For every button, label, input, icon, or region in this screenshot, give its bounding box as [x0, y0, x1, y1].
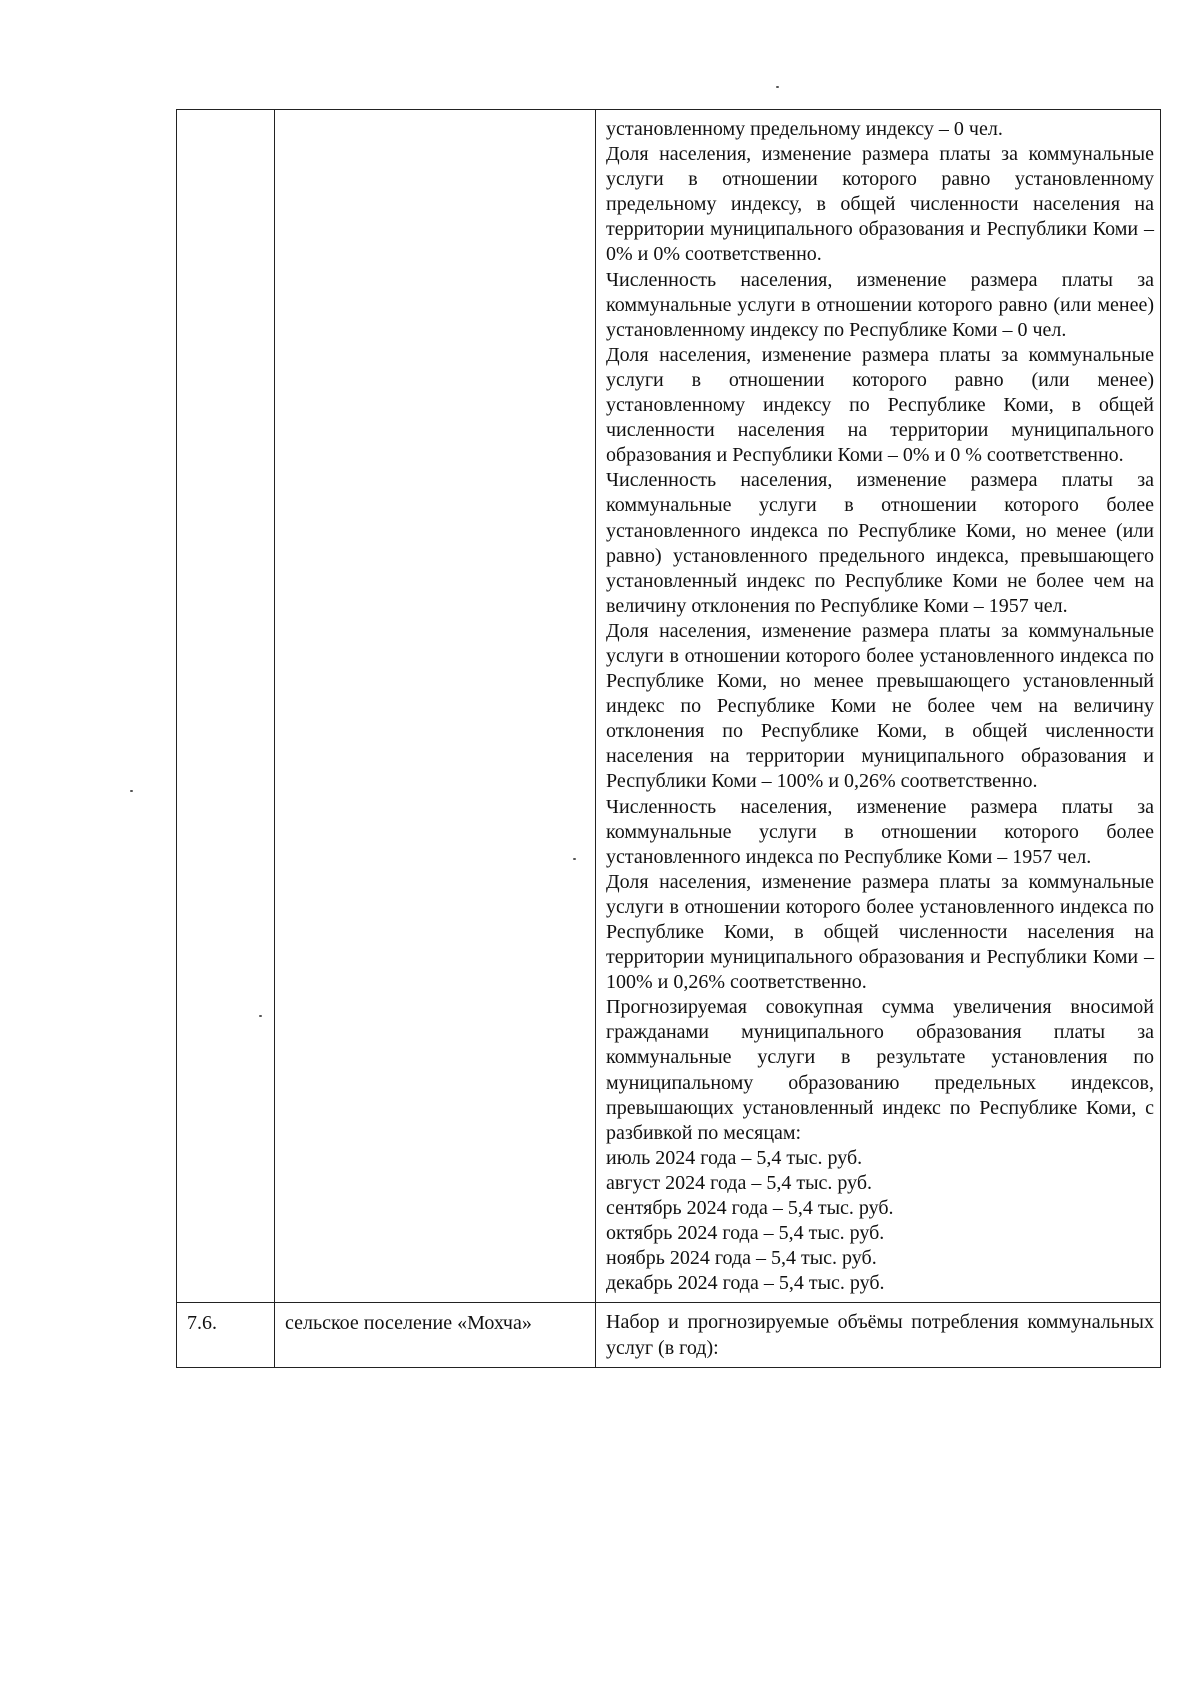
cell-name-empty	[275, 110, 596, 1303]
paragraph: Доля населения, изменение размера платы за коммунальные услуги в отношении которого равно установленному предельному индексу, в общей численности населения на территории муниципального образования и Республики Коми – 0% и 0% соответственно.	[606, 143, 1154, 266]
cell-number-empty	[177, 110, 275, 1303]
paragraph: Прогнозируемая совокупная сумма увеличения вносимой гражданами муниципального образования платы за коммунальные услуги в результате установления по муниципальному образованию предельных индексов, превышающих установленный индекс по Республике Коми, с разбивкой по месяцам:	[606, 996, 1154, 1144]
paragraph: Численность населения, изменение размера платы за коммунальные услуги в отношении которого более установленного индекса по Республике Коми, но менее (или равно) установленного предельного индекса, превышающего установленный индекс по Республике Коми не более чем на величину отклонения по Республике Коми – 1957 чел.	[606, 469, 1154, 617]
paragraph: Набор и прогнозируемые объёмы потребления коммунальных услуг (в год):	[606, 1311, 1154, 1359]
cell-description	[596, 1303, 1161, 1367]
scan-speck	[776, 86, 779, 88]
monthly-amount: июль 2024 года – 5,4 тыс. руб.	[606, 1146, 863, 1169]
settlement-name: сельское поселение «Мохча»	[275, 1303, 596, 1367]
monthly-amount: ноябрь 2024 года – 5,4 тыс. руб.	[606, 1247, 877, 1270]
paragraph: установленному предельному индексу – 0 чел.	[606, 118, 1003, 140]
monthly-amount: октябрь 2024 года – 5,4 тыс. руб.	[606, 1222, 885, 1245]
document-table	[176, 109, 1161, 1368]
monthly-amount: август 2024 года – 5,4 тыс. руб.	[606, 1171, 873, 1194]
scan-speck	[130, 790, 133, 792]
table-row-continuation	[177, 110, 1161, 1303]
monthly-amount: декабрь 2024 года – 5,4 тыс. руб.	[606, 1272, 885, 1295]
paragraph: Доля населения, изменение размера платы за коммунальные услуги в отношении которого более установленного индекса по Республике Коми, но менее превышающего установленный индекс по Республике Коми не более чем на величину отклонения по Республике Коми, в общей численности населения на территории муниципального образования и Республики Коми – 100% и 0,26% соответственно.	[606, 619, 1154, 793]
paragraph: Доля населения, изменение размера платы за коммунальные услуги в отношении которого равно (или менее) установленному индексу по Республике Коми, в общей численности населения на территории муниципального образования и Республики Коми – 0% и 0 % соответственно.	[606, 343, 1154, 467]
monthly-amount: сентябрь 2024 года – 5,4 тыс. руб.	[606, 1197, 894, 1220]
paragraph: Доля населения, изменение размера платы за коммунальные услуги в отношении которого более установленного индекса по Республике Коми, в общей численности населения на территории муниципального образования и Республики Коми – 100% и 0,26% соответственно.	[606, 870, 1154, 994]
paragraph: Численность населения, изменение размера платы за коммунальные услуги в отношении которого более установленного индекса по Республике Коми – 1957 чел.	[606, 795, 1154, 868]
row-number: 7.6.	[177, 1303, 275, 1367]
paragraph: Численность населения, изменение размера платы за коммунальные услуги в отношении которого равно (или менее) установленному индексу по Республике Коми – 0 чел.	[606, 268, 1154, 341]
table-row-7-6	[177, 1303, 1161, 1367]
cell-description	[596, 110, 1161, 1303]
